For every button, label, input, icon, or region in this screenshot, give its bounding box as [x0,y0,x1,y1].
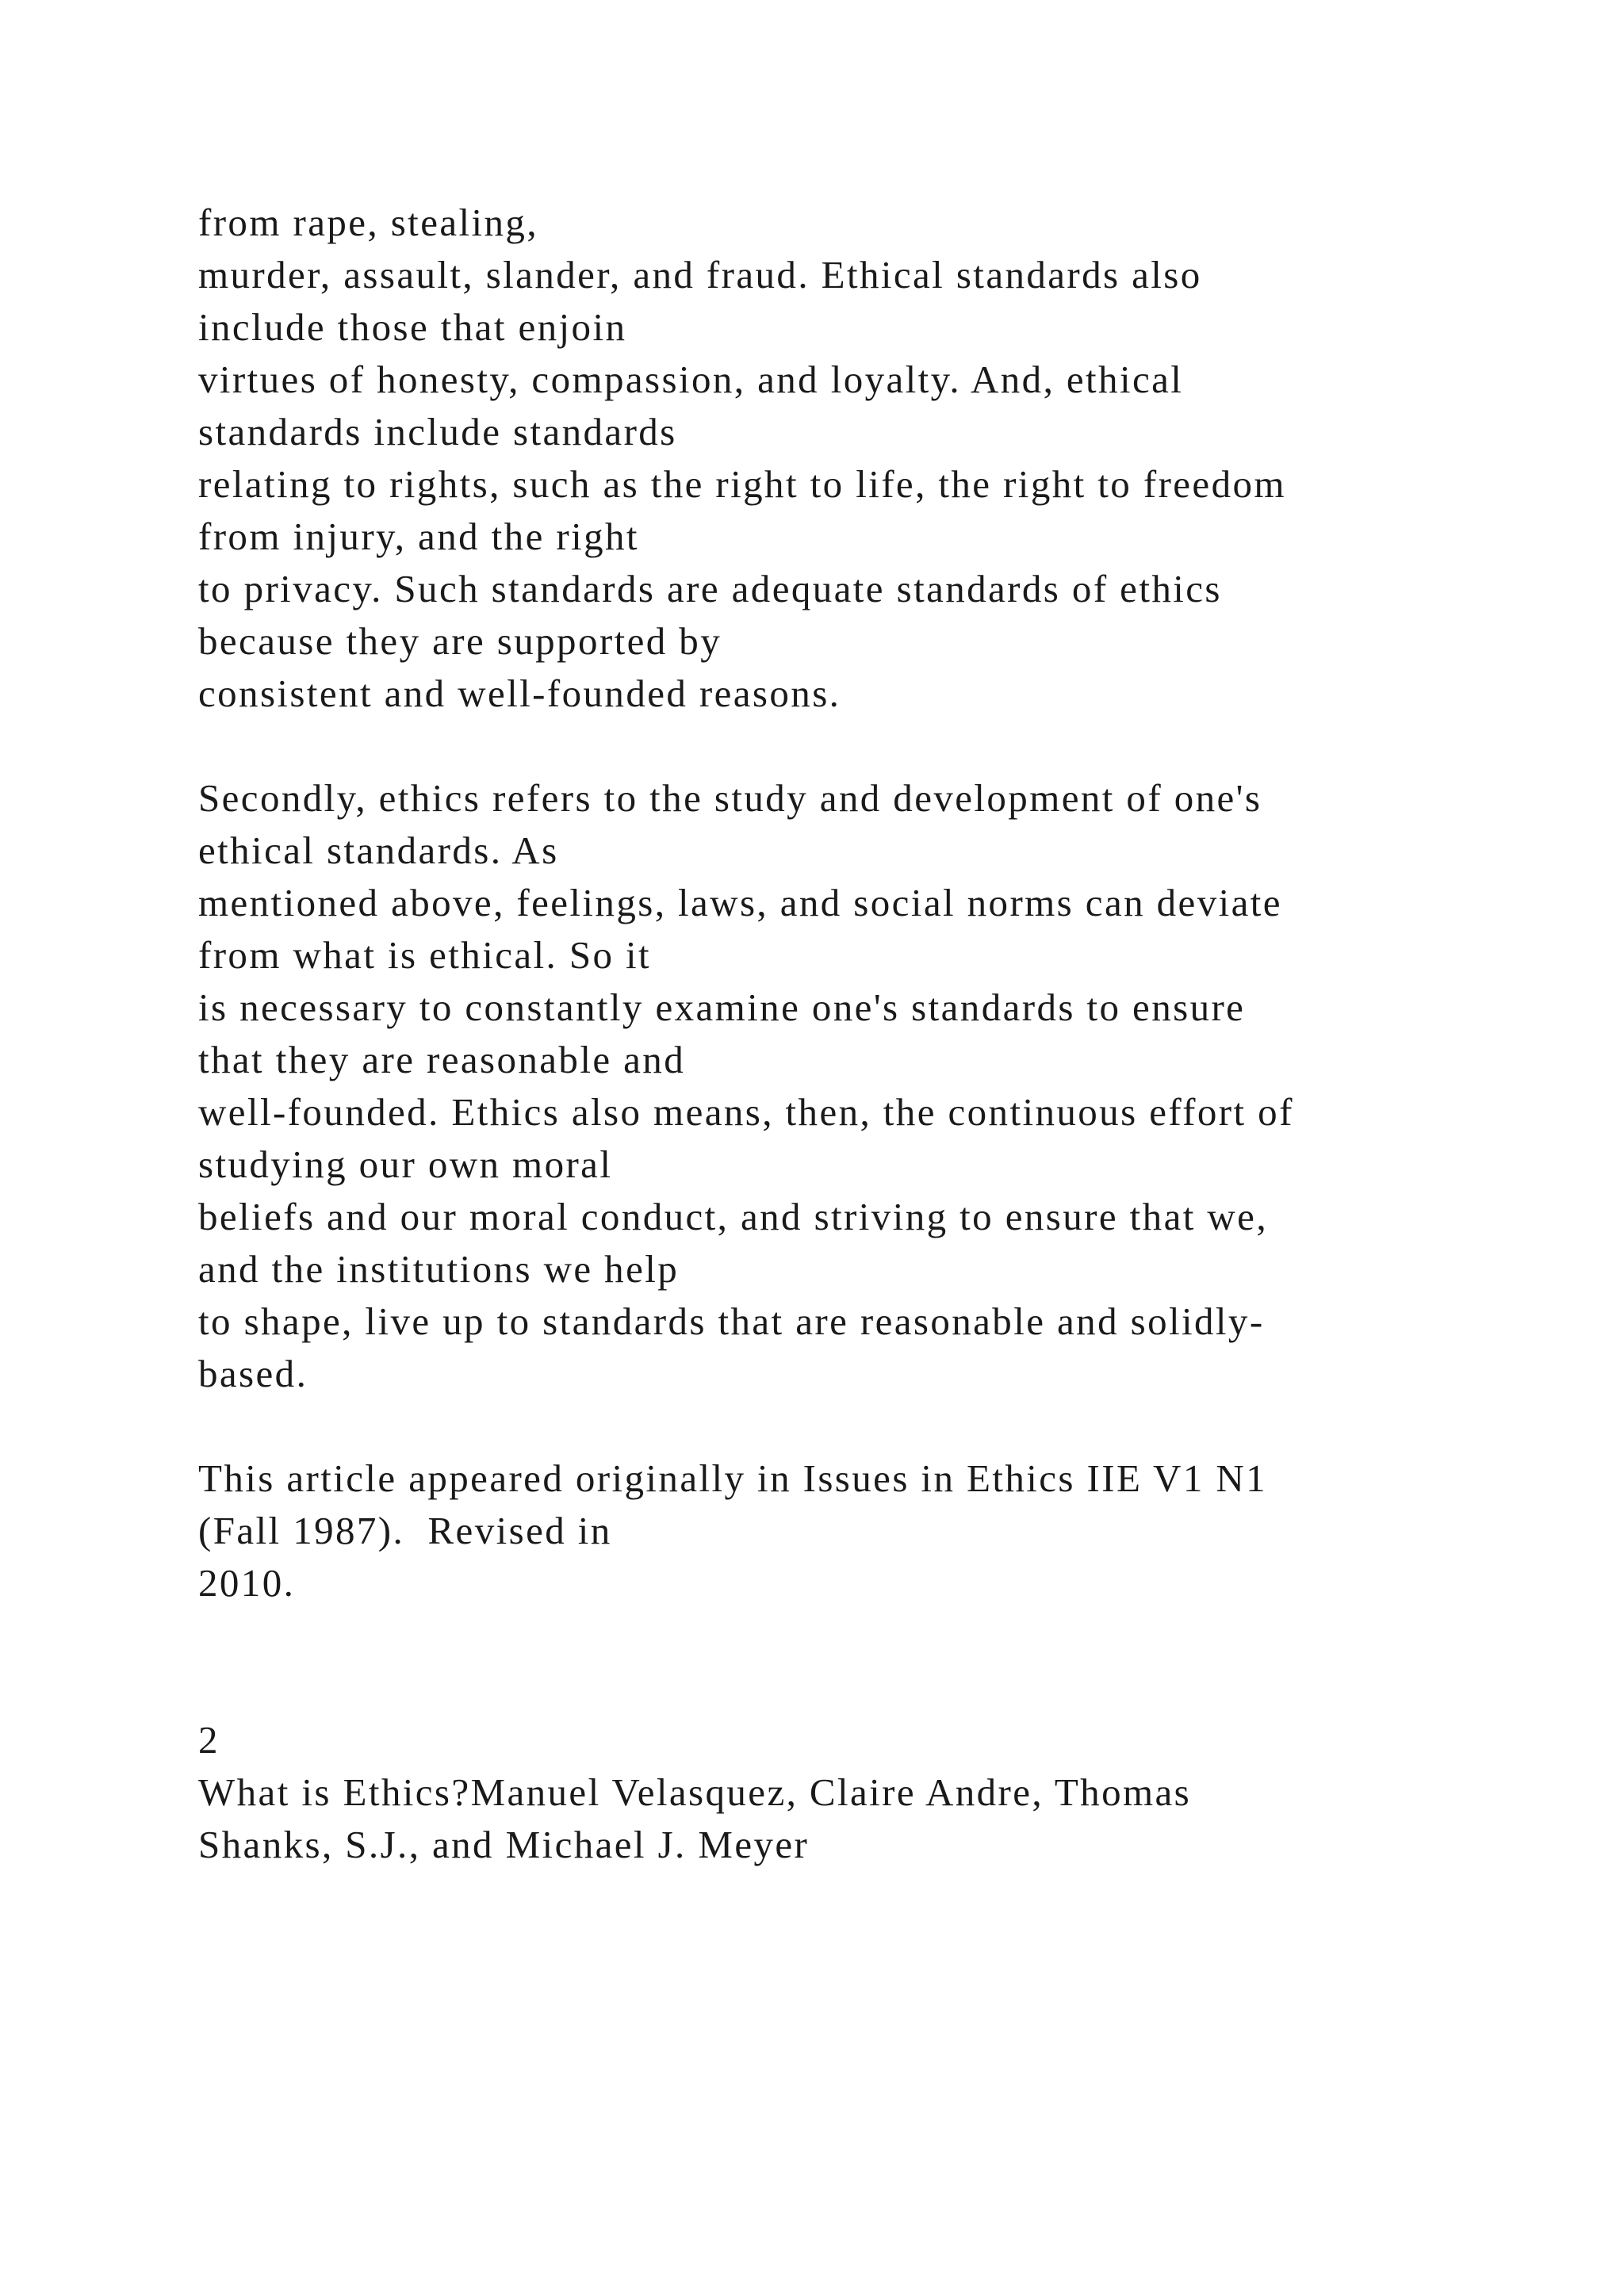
text-line: Secondly, ethics refers to the study and development of one's [198,776,1262,820]
text-line: consistent and well-founded reasons. [198,672,841,715]
page-number: 2 [198,1718,220,1762]
blank-line [198,1609,1546,1662]
text-line: is necessary to constantly examine one's standards to ensure [198,985,1246,1029]
text-line: to privacy. Such standards are adequate standards of ethics [198,567,1222,610]
text-line: that they are reasonable and [198,1038,686,1081]
text-line: (Fall 1987). Revised in [198,1509,612,1552]
footer-title: What is Ethics?Manuel Velasquez, Claire Andre, Thomas [198,1770,1192,1814]
text-line: include those that enjoin [198,305,627,349]
text-line: ethical standards. As [198,828,559,872]
document-text [198,197,1546,1871]
text-line: from what is ethical. So it [198,933,652,977]
text-line: from injury, and the right [198,515,639,558]
text-line: virtues of honesty, compassion, and loyalty. And, ethical [198,358,1184,401]
text-line: mentioned above, feelings, laws, and social norms can deviate [198,881,1282,924]
text-line: studying our own moral [198,1142,613,1186]
text-line: 2010. [198,1561,296,1605]
blank-line [198,1662,1546,1714]
text-line: based. [198,1352,308,1395]
text-line: This article appeared originally in Issues in Ethics IIE V1 N1 [198,1456,1268,1500]
blank-line [198,1400,1546,1452]
text-line: standards include standards [198,410,677,453]
footer-authors: Shanks, S.J., and Michael J. Meyer [198,1823,810,1866]
text-line: and the institutions we help [198,1247,680,1291]
text-line: beliefs and our moral conduct, and striving to ensure that we, [198,1195,1268,1238]
text-line: to shape, live up to standards that are reasonable and solidly- [198,1299,1265,1343]
text-line: relating to rights, such as the right to life, the right to freedom [198,462,1286,506]
text-line: murder, assault, slander, and fraud. Ethical standards also [198,253,1202,297]
text-line: from rape, stealing, [198,201,538,244]
text-line: because they are supported by [198,619,722,663]
text-line: well-founded. Ethics also means, then, the continuous effort of [198,1090,1294,1134]
blank-line [198,720,1546,772]
